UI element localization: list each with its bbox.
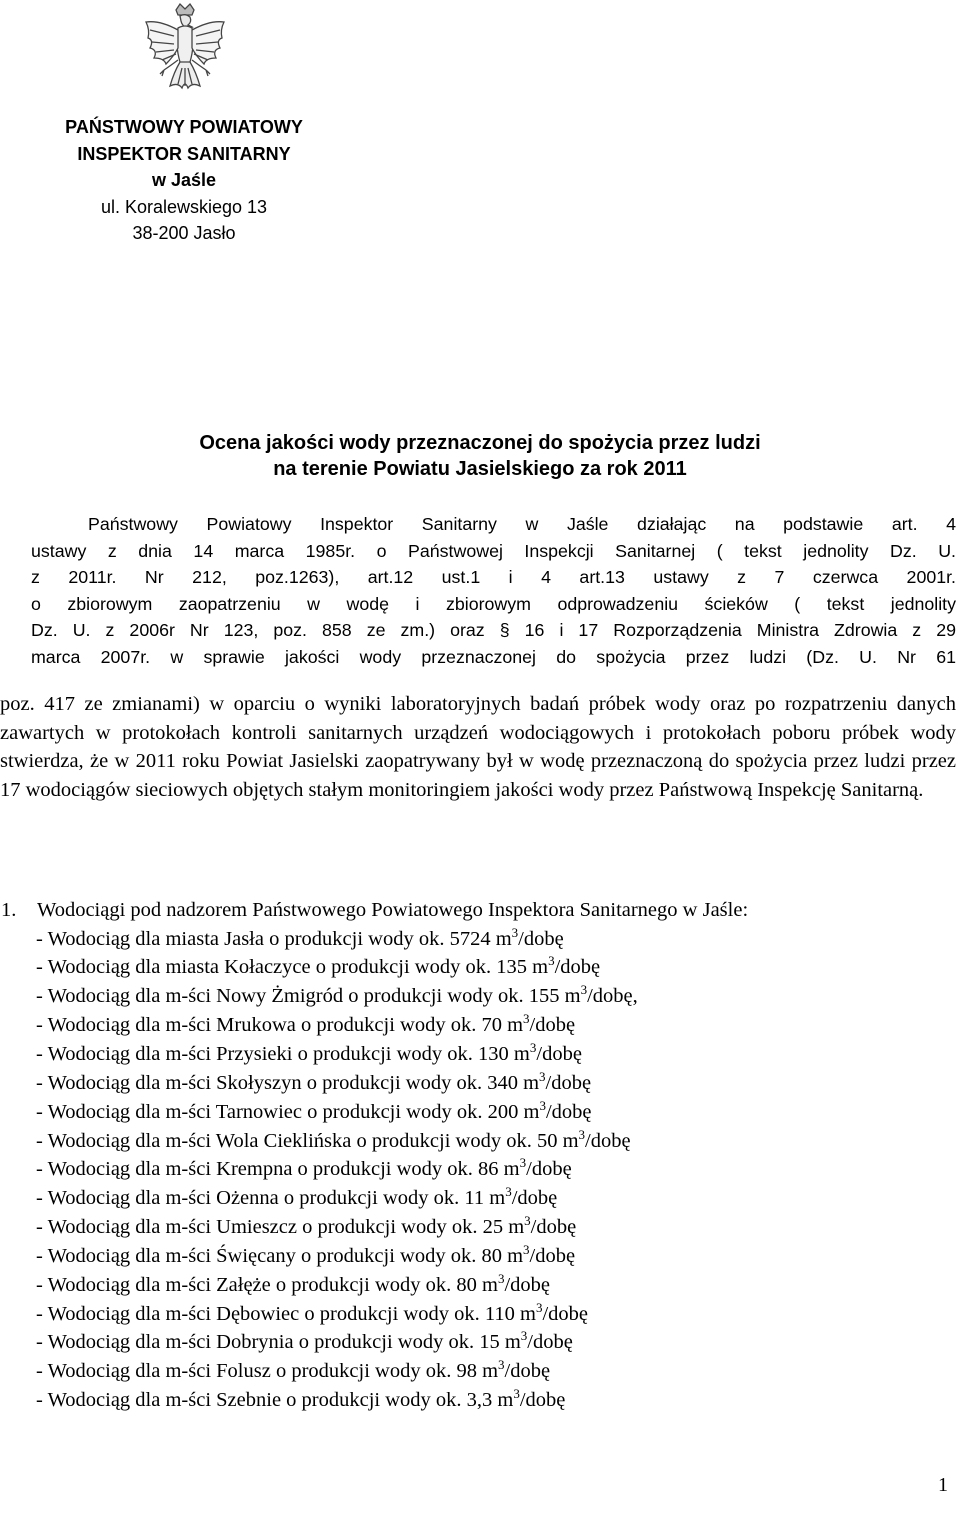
- list-item-text: - Wodociąg dla m-ści Skołyszyn o produkcji wody ok. 340 m: [36, 1071, 540, 1094]
- list-item-suffix: /dobę: [585, 1129, 631, 1152]
- list-item-text: - Wodociąg dla m-ści Ożenna o produkcji wody ok. 11 m: [36, 1187, 506, 1210]
- list-item-suffix: /dobę: [545, 1071, 592, 1094]
- list-item-text: - Wodociąg dla m-ści Święcany o produkcji wody ok. 80 m: [36, 1244, 524, 1267]
- unit-superscript: 3: [523, 1241, 530, 1257]
- title-line-1: Ocena jakości wody przeznaczonej do spożycia przez ludzi: [199, 432, 761, 454]
- list-item-text: - Wodociąg dla m-ści Nowy Żmigród o produkcji wody ok. 155 m: [36, 985, 581, 1008]
- list-item-text: - Wodociąg dla m-ści Dębowiec o produkcji wody ok. 110 m: [36, 1302, 536, 1325]
- list-item: [36, 925, 960, 954]
- intro-continuation: poz. 417 ze zmianami) w oparciu o wyniki laboratoryjnych badań próbek wody oraz po rozpatrzeniu danych zawartych w protokołach kontroli sanitarnych urządzeń wodociągowych i protokołach poboru próbek wody stwierdza, że w 2011 roku Powiat Jasielski zaopatrywany był w wodę przeznaczoną do spożycia przez ludzi przez 17 wodociągów sieciowych objętych stałym monitoringiem jakości wody przez Państwową Inspekcję Sanitarną.: [0, 693, 956, 801]
- list-item-text: - Wodociąg dla m-ści Przysieki o produkcji wody ok. 130 m: [36, 1042, 530, 1065]
- unit-superscript: 3: [498, 1357, 505, 1373]
- unit-superscript: 3: [580, 982, 588, 998]
- list-item: [36, 1040, 960, 1069]
- section-number: 1.: [1, 899, 17, 921]
- list-item: [36, 1386, 960, 1415]
- unit-superscript: 3: [505, 1184, 512, 1200]
- waterworks-list: [0, 925, 960, 1415]
- section-waterworks: [0, 896, 960, 1415]
- list-item-text: - Wodociąg dla m-ści Wola Cieklińska o produkcji wody ok. 50 m: [36, 1129, 579, 1152]
- list-item-suffix: /dobę: [511, 1187, 558, 1210]
- list-item-suffix: /dobę: [529, 1244, 576, 1267]
- list-item-suffix: /dobę: [529, 1014, 576, 1037]
- list-item-text: - Wodociąg dla m-ści Tarnowiec o produkcji wody ok. 200 m: [36, 1100, 540, 1123]
- intro-line-6: marca 2007r. w sprawie jakości wody przeznaczonej do spożycia przez ludzi (Dz. U. Nr 61: [31, 646, 956, 667]
- unit-superscript: 3: [497, 1270, 505, 1286]
- header-address-city: 38-200 Jasło: [132, 223, 236, 243]
- list-item-text: - Wodociąg dla m-ści Dobrynia o produkcji wody ok. 15 m: [36, 1331, 521, 1354]
- list-item-text: - Wodociąg dla miasta Jasła o produkcji wody ok. 5724 m: [36, 927, 512, 950]
- list-item: [36, 1155, 960, 1184]
- unit-superscript: 3: [513, 1386, 520, 1402]
- list-item-suffix: /dobę: [518, 927, 564, 950]
- list-item: [36, 982, 960, 1011]
- list-item: [36, 1213, 960, 1242]
- intro-line-1: Państwowy Powiatowy Inspektor Sanitarny w Jaśle działając na podstawie art. 4: [88, 514, 956, 534]
- list-item-text: - Wodociąg dla m-ści Załęże o produkcji wody ok. 80 m: [36, 1273, 498, 1296]
- header-line-1: PAŃSTWOWY POWIATOWY: [65, 117, 303, 137]
- list-item: [36, 1271, 960, 1300]
- list-item: [36, 1098, 960, 1127]
- document-title: [0, 430, 960, 482]
- list-item-suffix: /dobę,: [587, 985, 638, 1008]
- intro-paragraph: [31, 511, 956, 670]
- title-line-2: na terenie Powiatu Jasielskiego za rok 2011: [273, 458, 687, 480]
- list-item-suffix: /dobę: [536, 1042, 582, 1065]
- list-item: [36, 1357, 960, 1386]
- list-item-suffix: /dobę: [545, 1100, 592, 1123]
- page-number: 1: [938, 1474, 948, 1496]
- unit-superscript: 3: [523, 1011, 530, 1027]
- unit-superscript: 3: [520, 1328, 528, 1344]
- unit-superscript: 3: [529, 1039, 537, 1055]
- unit-superscript: 3: [539, 1068, 546, 1084]
- unit-superscript: 3: [511, 924, 519, 940]
- header-address-street: ul. Koralewskiego 13: [100, 196, 268, 217]
- list-item: [36, 1184, 960, 1213]
- list-item-text: - Wodociąg dla m-ści Umieszcz o produkcji wody ok. 25 m: [36, 1216, 525, 1239]
- unit-superscript: 3: [539, 1097, 546, 1113]
- section-heading-text: Wodociągi pod nadzorem Państwowego Powiatowego Inspektora Sanitarnego w Jaśle:: [37, 899, 749, 921]
- list-item-suffix: /dobę: [526, 1158, 572, 1181]
- list-item: [36, 1127, 960, 1156]
- section-heading: [0, 896, 960, 925]
- intro-line-4: o zbiorowym zaopatrzeniu w wodę i zbiorowym odprowadzeniu ścieków ( tekst jednolity: [31, 593, 956, 614]
- list-item: [36, 953, 960, 982]
- polish-eagle-emblem-icon: [140, 0, 230, 96]
- list-item-suffix: /dobę: [527, 1331, 573, 1354]
- unit-superscript: 3: [535, 1299, 543, 1315]
- list-item: [36, 1011, 960, 1040]
- header-line-3: w Jaśle: [151, 170, 217, 190]
- institution-header: [24, 114, 344, 247]
- unit-superscript: 3: [548, 953, 555, 969]
- list-item: [36, 1328, 960, 1357]
- list-item: [36, 1242, 960, 1271]
- unit-superscript: 3: [524, 1213, 531, 1229]
- intro-line-2: ustawy z dnia 14 marca 1985r. o Państwowej Inspekcji Sanitarnej ( tekst jednolity Dz. U.: [31, 540, 956, 561]
- list-item: [36, 1300, 960, 1329]
- list-item-suffix: /dobę: [530, 1216, 577, 1239]
- list-item-suffix: /dobę: [542, 1302, 588, 1325]
- list-item-text: - Wodociąg dla m-ści Mrukowa o produkcji wody ok. 70 m: [36, 1014, 524, 1037]
- unit-superscript: 3: [578, 1126, 586, 1142]
- list-item: [36, 1069, 960, 1098]
- list-item-suffix: /dobę: [504, 1273, 550, 1296]
- intro-line-5: Dz. U. z 2006r Nr 123, poz. 858 ze zm.) oraz § 16 i 17 Rozporządzenia Ministra Zdrowia z 29: [31, 620, 956, 640]
- unit-superscript: 3: [519, 1155, 527, 1171]
- list-item-suffix: /dobę: [554, 956, 601, 979]
- list-item-suffix: /dobę: [504, 1360, 551, 1383]
- list-item-suffix: /dobę: [519, 1389, 566, 1412]
- intro-line-3: z 2011r. Nr 212, poz.1263), art.12 ust.1 i 4 art.13 ustawy z 7 czerwca 2001r.: [31, 567, 956, 587]
- list-item-text: - Wodociąg dla m-ści Szebnie o produkcji wody ok. 3,3 m: [36, 1389, 514, 1412]
- list-item-text: - Wodociąg dla m-ści Folusz o produkcji wody ok. 98 m: [36, 1360, 499, 1383]
- list-item-text: - Wodociąg dla miasta Kołaczyce o produkcji wody ok. 135 m: [36, 956, 549, 979]
- list-item-text: - Wodociąg dla m-ści Krempna o produkcji wody ok. 86 m: [36, 1158, 520, 1181]
- header-line-2: INSPEKTOR SANITARNY: [77, 143, 291, 164]
